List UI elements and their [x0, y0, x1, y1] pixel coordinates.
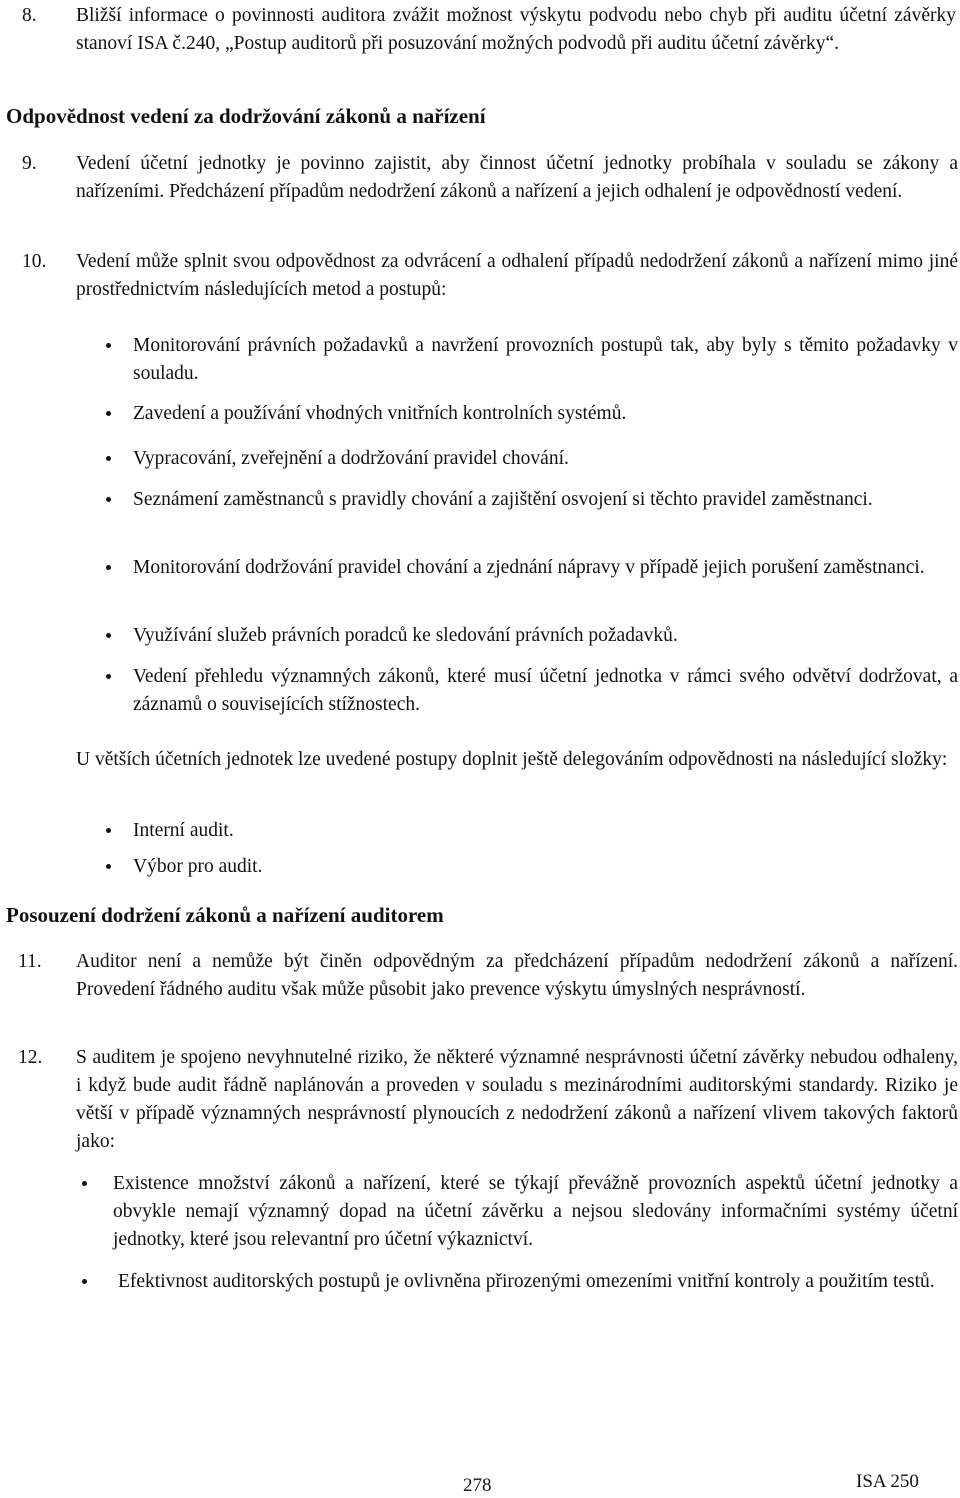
list-item: Využívání služeb právních poradců ke sledování právních požadavků. — [133, 625, 678, 646]
paragraph-number-8: 8. — [22, 5, 37, 26]
bullet-icon — [82, 1279, 87, 1284]
standard-label: ISA 250 — [856, 1471, 919, 1492]
bullet-icon — [106, 456, 111, 461]
bullet-icon — [106, 343, 111, 348]
paragraph-11: Auditor není a nemůže být činěn odpovědným za předcházení případům nedodržení zákonů a nařízení. Provedení řádného auditu však může působit jako prevence výskytu úmyslných nesprávností. — [76, 951, 958, 1000]
paragraph-8: Bližší informace o povinnosti auditora zvážit možnost výskytu podvodu nebo chyb při auditu účetní závěrky stanoví ISA č.240, „Postup auditorů při posuzování možných podvodů při auditu účetní závěrky“. — [76, 5, 956, 54]
list-item: Vedení přehledu významných zákonů, které musí účetní jednotka v rámci svého odvětví dodržovat, a záznamů o souvisejících stížnostech. — [133, 666, 958, 715]
paragraph-number-10: 10. — [22, 251, 47, 272]
list-item: Zavedení a používání vhodných vnitřních kontrolních systémů. — [133, 403, 627, 424]
section-heading-auditor-assessment: Posouzení dodržení zákonů a nařízení auditorem — [6, 903, 444, 927]
paragraph-number-9: 9. — [22, 153, 37, 174]
paragraph-number-12: 12. — [18, 1047, 43, 1068]
list-item: Existence množství zákonů a nařízení, které se týkají převážně provozních aspektů účetní jednotky a obvykle nemají významný dopad na účetní závěrku a nejsou sledovány informačními systémy účetní jednotky, které jsou relevantní pro účetní výkaznictví. — [113, 1173, 958, 1250]
list-item: Seznámení zaměstnanců s pravidly chování a zajištění osvojení si těchto pravidel zaměstnanci. — [133, 489, 873, 510]
bullet-icon — [106, 497, 111, 502]
section-heading-management-responsibility: Odpovědnost vedení za dodržování zákonů a nařízení — [6, 104, 486, 128]
list-item: Výbor pro audit. — [133, 856, 263, 877]
paragraph-9: Vedení účetní jednotky je povinno zajistit, aby činnost účetní jednotky probíhala v souladu se zákony a nařízeními. Předcházení případům nedodržení zákonů a nařízení a jejich odhalení je odpovědností vedení. — [76, 153, 958, 202]
bullet-icon — [106, 828, 111, 833]
list-item: Monitorování právních požadavků a navržení provozních postupů tak, aby byly s těmito požadavky v souladu. — [133, 335, 958, 384]
paragraph-12: S auditem je spojeno nevyhnutelné riziko, že některé významné nesprávnosti účetní závěrky nebudou odhaleny, i když bude audit řádně naplánován a proveden v souladu s mezinárodními auditorskými standardy. Riziko je větší v případě významných nesprávností plynoucích z nedodržení zákonů a nařízení vlivem takových faktorů jako: — [76, 1047, 958, 1152]
bullet-icon — [106, 565, 111, 570]
bullet-icon — [82, 1181, 87, 1186]
list-item: Monitorování dodržování pravidel chování a zjednání nápravy v případě jejich porušení zaměstnanci. — [133, 557, 925, 578]
list-item: Interní audit. — [133, 820, 234, 841]
page-number: 278 — [463, 1475, 492, 1496]
bullet-icon — [106, 411, 111, 416]
paragraph-10-continuation: U větších účetních jednotek lze uvedené postupy doplnit ještě delegováním odpovědnosti na následující složky: — [76, 749, 948, 770]
paragraph-10: Vedení může splnit svou odpovědnost za odvrácení a odhalení případů nedodržení zákonů a nařízení mimo jiné prostřednictvím následujících metod a postupů: — [76, 251, 958, 300]
bullet-icon — [106, 633, 111, 638]
paragraph-number-11: 11. — [18, 951, 42, 972]
list-item: Vypracování, zveřejnění a dodržování pravidel chování. — [133, 448, 569, 469]
bullet-icon — [106, 864, 111, 869]
list-item: Efektivnost auditorských postupů je ovlivněna přirozenými omezeními vnitřní kontroly a použitím testů. — [118, 1271, 935, 1292]
bullet-icon — [106, 674, 111, 679]
